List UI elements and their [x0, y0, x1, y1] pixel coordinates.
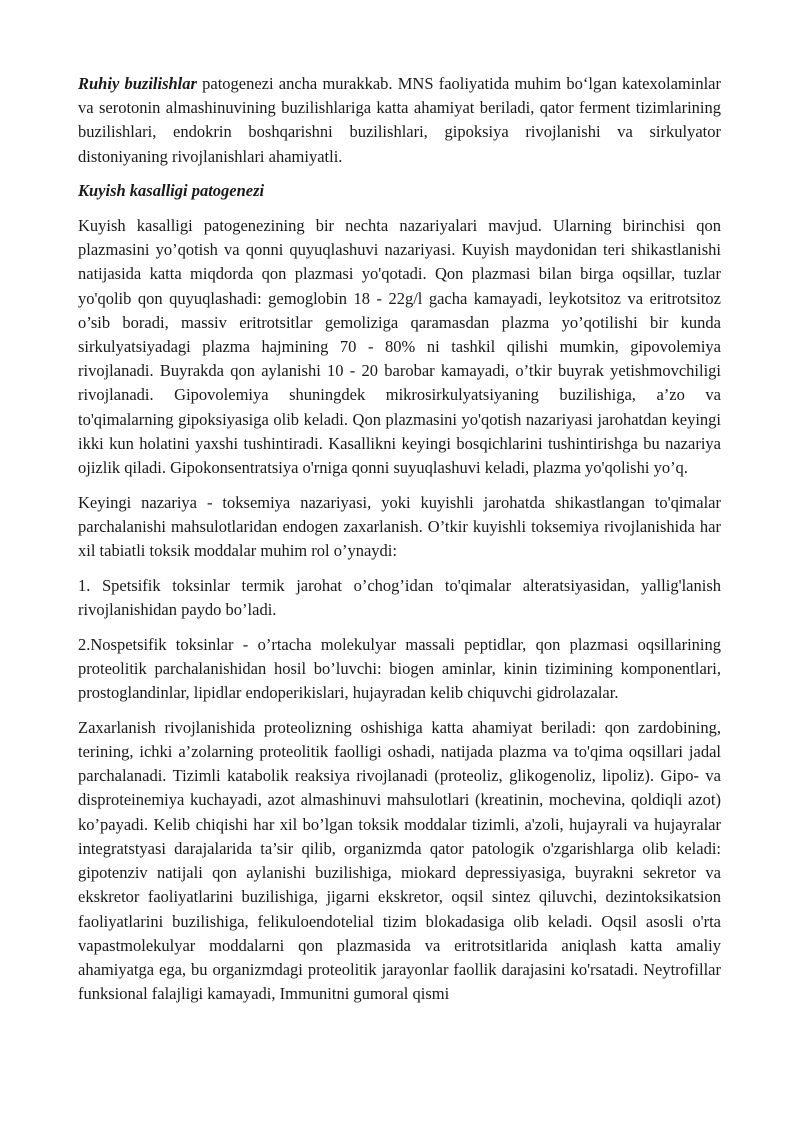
section-heading: Kuyish kasalligi patogenezi — [78, 181, 265, 201]
intro-text: patogenezi ancha murakkab. MNS faoliyatida muhim bo‘lgan katexolaminlar va serotonin almashinuvining buzilishlariga katta ahamiyat beriladi, qator ferment tizimlarining buzilishlari, endokrin boshqarishni buzilishlari, gipoksiya rivojlanishi va sirkulyator distoniyaning rivojlanishlari ahamiyatli. — [78, 74, 721, 166]
paragraph-toxemia-theory: Keyingi nazariya - toksemiya nazariyasi, yoki kuyishli jarohatda shikastlangan to'qimalar parchalanishi mahsulotlaridan endogen zaxarlanish. O’tkir kuyishli toksemiya rivojlanishida har xil tabiatli toksik moddalar muhim rol o’ynaydi: — [78, 492, 721, 561]
paragraph-nonspecific-toxins: 2.Nospetsifik toksinlar - o’rtacha molekulyar massali peptidlar, qon plazmasi oqsillarining proteolitik parchalanishidan hosil bo’luvchi: biogen aminlar, kinin tizimining komponentlari, prostoglandinlar, lipidlar endoperikislari, hujayradan kelib chiquvchi gidrolazalar. — [78, 634, 721, 703]
document-page — [78, 72, 721, 1017]
paragraph-specific-toxins: 1. Spetsifik toksinlar termik jarohat o’chog’idan to'qimalar alteratsiyasidan, yallig'lanish rivojlanishidan paydo bo’ladi. — [78, 575, 721, 620]
paragraph-plasma-theory: Kuyish kasalligi patogenezining bir nechta nazariyalari mavjud. Ularning birinchisi qon plazmasini yo’qotish va qonni quyuqlashuvi nazariyasi. Kuyish maydonidan teri shikastlanishi natijasida katta miqdorda qon plazmasi yo'qotadi. Qon plazmasi bilan birga oqsillar, tuzlar yo'qolib qon quyuqlashadi: gemoglobin 18 - 22g/l gacha kamayadi, leykotsitoz va eritrotsitoz o’sib boradi, massiv eritrotsitlar gemoliziga qaramasdan plazma yo’qotilishi bir kunda sirkulyatsiyadagi plazma hajmining 70 - 80% ni tashkil qilishi mumkin, gipovolemiya rivojlanadi. Buyrakda qon aylanishi 10 - 20 barobar kamayadi, o’tkir buyrak yetishmovchiligi rivojlanadi. Gipovolemiya shuningdek mikrosirkulyatsiyaning buzilishiga, a’zo va to'qimalarning gipoksiyasiga olib keladi. Qon plazmasini yo'qotish nazariyasi jarohatdan keyingi ikki kun holatini yaxshi tushintiradi. Kasallikni keyingi bosqichlarini tushintirishga bu nazariya ojizlik qiladi. Gipokonsentratsiya o'rniga qonni suyuqlashuvi keladi, plazma yo'qolishi yo’q. — [78, 216, 721, 478]
intro-term: Ruhiy buzilishlar — [78, 74, 197, 93]
paragraph-proteolysis: Zaxarlanish rivojlanishida proteolizning oshishiga katta ahamiyat beriladi: qon zardobining, terining, ichki a’zolarning proteolitik faolligi oshadi, natijada plazma va to'qima oqsillari jadal parchalanadi. Tizimli katabolik reaksiya rivojlanadi (proteoliz, glikogenoliz, lipoliz). Gipo- va disproteinemiya kuchayadi, azot almashinuvi mahsulotlari (kreatinin, mochevina, qoldiqli azot) ko’payadi. Kelib chiqishi har xil bo’lgan toksik moddalar tizimli, a'zoli, hujayrali va hujayralar integratstyasi darajalarida ta’sir qilib, organizmda qator patologik o'zgarishlarga olib keladi: gipotenziv natijali qon aylanishi buzilishiga, miokard depressiyasiga, buyrakni sekretor va ekskretor faoliyatlarini buzilishiga, jigarni ekskretor, oqsil sintez qiluvchi, dezintoksikatsion faoliyatlarini buzilishiga, felikuloendotelial tizim blokadasiga olib keladi. Oqsil asosli o'rta vapastmolekulyar moddalarni qon plazmasida va eritrotsitlarida aniqlash katta amaliy ahamiyatga ega, bu organizmdagi proteolitik jarayonlar faollik darajasini ko'rsatadi. Neytrofillar funksional falajligi kamayadi, Immunitni gumoral qismi — [78, 717, 721, 1004]
intro-paragraph — [78, 72, 721, 169]
